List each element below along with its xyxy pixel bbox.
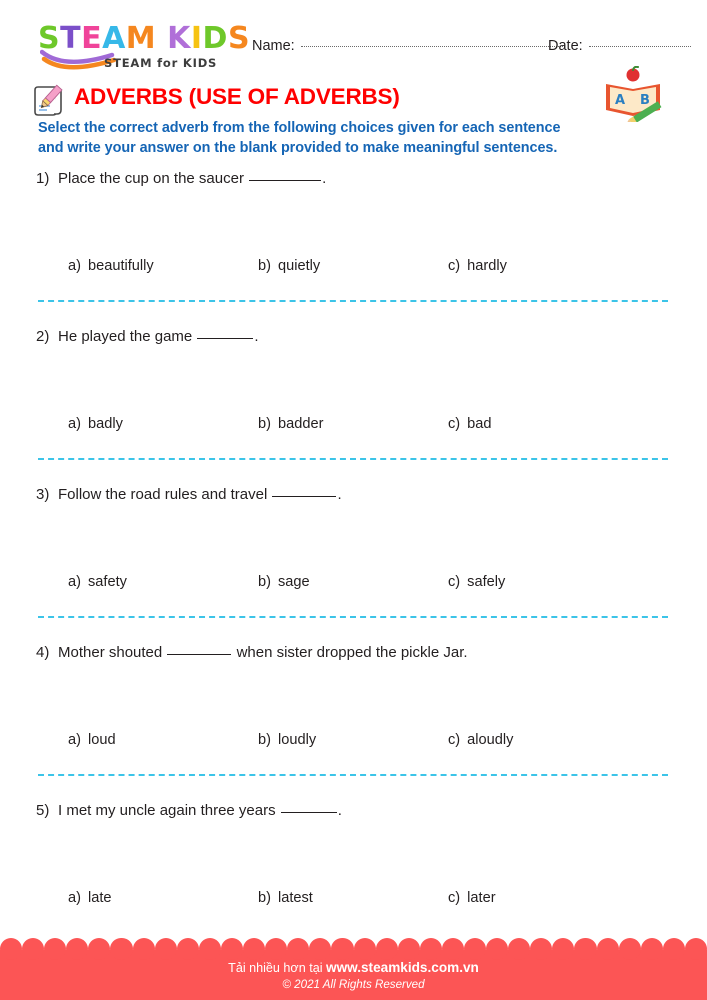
question-divider	[38, 774, 668, 776]
date-input-line[interactable]	[589, 46, 691, 47]
name-label: Name:	[252, 38, 295, 54]
steam-kids-logo	[38, 21, 251, 70]
question-text	[36, 486, 342, 503]
option-choice[interactable]	[448, 416, 492, 432]
logo-tagline: STEAM for KIDS	[104, 56, 218, 70]
question-text	[36, 170, 326, 187]
question-text-after-blank: .	[254, 328, 259, 345]
question-divider	[38, 616, 668, 618]
logo-letter-2: E	[81, 21, 103, 56]
question-list	[0, 170, 707, 960]
open-book-ab-icon	[600, 66, 670, 122]
option-label: loud	[87, 732, 116, 748]
option-choice[interactable]	[258, 258, 320, 274]
question-text-after-blank: .	[337, 486, 342, 503]
option-label: bad	[467, 416, 492, 432]
question-divider	[38, 458, 668, 460]
answer-blank[interactable]	[197, 338, 253, 339]
question-text-before-blank: Mother shouted	[58, 644, 167, 661]
option-label: badder	[277, 416, 324, 432]
footer-scallop-edge	[0, 938, 707, 962]
question-text-before-blank: Place the cup on the saucer	[58, 170, 249, 187]
logo-letter-9: S	[227, 21, 251, 56]
scallop-dot	[133, 938, 155, 960]
question-divider	[38, 300, 668, 302]
footer-site-url[interactable]: www.steamkids.com.vn	[326, 960, 479, 975]
answer-blank[interactable]	[249, 180, 321, 181]
logo-letter-3: A	[102, 21, 126, 56]
logo-letter-4: M	[125, 21, 157, 56]
scallop-dot	[66, 938, 88, 960]
question-text-after-blank: .	[322, 170, 327, 187]
scallop-dot	[155, 938, 177, 960]
instructions-line-2: and write your answer on the blank provided to make meaningful sentences.	[38, 139, 558, 156]
option-letter: a)	[68, 732, 81, 748]
option-letter: c)	[448, 416, 461, 432]
question-text-before-blank: Follow the road rules and travel	[58, 486, 272, 503]
svg-text:A: A	[614, 93, 626, 108]
option-letter: a)	[68, 890, 81, 906]
option-label: latest	[277, 890, 313, 906]
option-label: beautifully	[87, 258, 154, 274]
logo-letter-5	[156, 24, 167, 54]
svg-text:B: B	[640, 93, 650, 108]
option-letter: a)	[68, 416, 81, 432]
scallop-dot	[398, 938, 420, 960]
scallop-dot	[508, 938, 530, 960]
question-text	[36, 644, 468, 661]
answer-blank[interactable]	[272, 496, 336, 497]
pencil-paper-icon	[30, 82, 66, 118]
question-text	[36, 802, 342, 819]
question-block	[0, 802, 707, 960]
page-header	[0, 0, 707, 70]
scallop-dot	[331, 938, 353, 960]
scallop-dot	[221, 938, 243, 960]
logo-letter-1: T	[60, 21, 82, 56]
scallop-dot	[552, 938, 574, 960]
option-letter: c)	[448, 574, 461, 590]
scallop-dot	[530, 938, 552, 960]
scallop-dot	[619, 938, 641, 960]
name-input-line[interactable]	[301, 46, 565, 47]
option-letter: b)	[258, 258, 271, 274]
scallop-dot	[243, 938, 265, 960]
scallop-dot	[177, 938, 199, 960]
name-field[interactable]	[252, 38, 565, 54]
option-choice[interactable]	[68, 258, 154, 274]
scallop-dot	[486, 938, 508, 960]
date-label: Date:	[548, 38, 583, 54]
page-footer	[0, 938, 707, 1000]
question-number: 1)	[36, 170, 50, 187]
option-choice[interactable]	[258, 574, 310, 590]
scallop-dot	[376, 938, 398, 960]
question-block	[0, 170, 707, 328]
logo-letter-8: D	[202, 21, 228, 56]
scallop-dot	[641, 938, 663, 960]
option-label: safely	[467, 574, 506, 590]
question-number: 2)	[36, 328, 50, 345]
option-letter: b)	[258, 890, 271, 906]
logo-letter-7: I	[190, 21, 203, 56]
option-row	[0, 416, 707, 438]
option-row	[0, 890, 707, 912]
logo-letter-0: S	[38, 21, 61, 56]
option-label: sage	[277, 574, 310, 590]
scallop-dot	[265, 938, 287, 960]
page-title: ADVERBS (USE OF ADVERBS)	[74, 84, 400, 109]
question-block	[0, 486, 707, 644]
scallop-dot	[420, 938, 442, 960]
scallop-dot	[88, 938, 110, 960]
option-choice[interactable]	[68, 416, 123, 432]
option-letter: c)	[448, 890, 461, 906]
scallop-dot	[354, 938, 376, 960]
option-letter: b)	[258, 574, 271, 590]
answer-blank[interactable]	[281, 812, 337, 813]
scallop-dot	[110, 938, 132, 960]
scallop-dot	[309, 938, 331, 960]
option-choice[interactable]	[258, 890, 313, 906]
option-choice[interactable]	[68, 732, 116, 748]
question-text	[36, 328, 259, 345]
option-choice[interactable]	[448, 258, 507, 274]
scallop-dot	[44, 938, 66, 960]
option-label: loudly	[277, 732, 317, 748]
question-number: 5)	[36, 802, 50, 819]
question-text-after-blank: when sister dropped the pickle Jar.	[232, 644, 468, 661]
instructions	[38, 119, 678, 158]
question-text-before-blank: I met my uncle again three years	[58, 802, 280, 819]
option-choice[interactable]	[68, 574, 127, 590]
question-number: 4)	[36, 644, 50, 661]
logo-letter-6: K	[167, 21, 191, 56]
scallop-dot	[597, 938, 619, 960]
option-label: badly	[87, 416, 123, 432]
question-text-after-blank: .	[337, 802, 342, 819]
option-letter: a)	[68, 574, 81, 590]
question-block	[0, 644, 707, 802]
option-letter: c)	[448, 258, 461, 274]
option-label: late	[87, 890, 112, 906]
footer-copyright: © 2021 All Rights Reserved	[282, 978, 425, 991]
option-choice[interactable]	[448, 732, 513, 748]
scallop-dot	[22, 938, 44, 960]
option-letter: b)	[258, 416, 271, 432]
option-letter: c)	[448, 732, 461, 748]
scallop-dot	[442, 938, 464, 960]
scallop-dot	[663, 938, 685, 960]
scallop-dot	[199, 938, 221, 960]
scallop-dot	[574, 938, 596, 960]
option-label: quietly	[277, 258, 321, 274]
answer-blank[interactable]	[167, 654, 231, 655]
option-choice[interactable]	[448, 890, 496, 906]
scallop-dot	[685, 938, 707, 960]
option-letter: b)	[258, 732, 271, 748]
option-choice[interactable]	[68, 890, 112, 906]
title-row	[0, 80, 707, 120]
option-label: later	[467, 890, 496, 906]
option-choice[interactable]	[448, 574, 505, 590]
date-field[interactable]	[548, 38, 691, 54]
option-letter: a)	[68, 258, 81, 274]
instructions-line-1: Select the correct adverb from the following choices given for each sentence	[38, 120, 561, 136]
option-label: hardly	[467, 258, 507, 274]
option-row	[0, 574, 707, 596]
question-block	[0, 328, 707, 486]
footer-prefix: Tải nhiều hơn tại	[228, 961, 326, 975]
option-choice[interactable]	[258, 416, 323, 432]
scallop-dot	[464, 938, 486, 960]
option-label: safety	[87, 574, 127, 590]
footer-website-line	[0, 960, 707, 975]
option-row	[0, 258, 707, 280]
scallop-dot	[0, 938, 22, 960]
option-choice[interactable]	[258, 732, 316, 748]
option-row	[0, 732, 707, 754]
question-number: 3)	[36, 486, 50, 503]
option-label: aloudly	[467, 732, 514, 748]
question-text-before-blank: He played the game	[58, 328, 197, 345]
scallop-dot	[287, 938, 309, 960]
